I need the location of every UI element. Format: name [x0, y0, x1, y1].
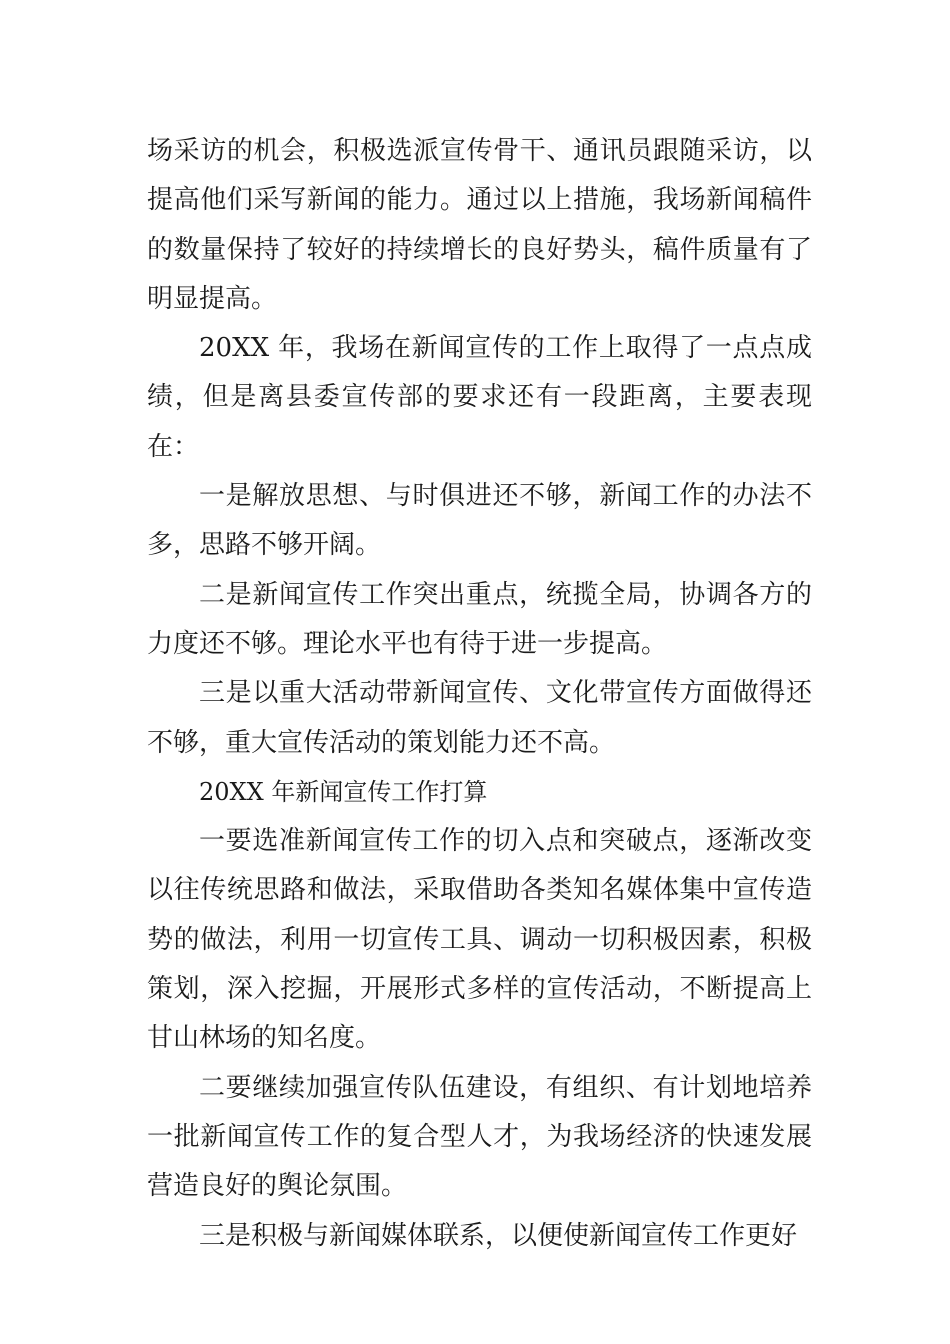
- paragraph-shortcoming-2: 二是新闻宣传工作突出重点，统揽全局，协调各方的力度还不够。理论水平也有待于进一步提高。: [147, 579, 812, 659]
- paragraph-continuation: 场采访的机会，积极选派宣传骨干、通讯员跟随采访，以提高他们采写新闻的能力。通过以上措施，我场新闻稿件的数量保持了较好的持续增长的良好势头，稿件质量有了明显提高。: [147, 136, 812, 314]
- paragraph-shortcoming-1: 一是解放思想、与时俱进还不够，新闻工作的办法不多，思路不够开阔。: [147, 481, 812, 561]
- paragraph-plan-2: 二要继续加强宣传队伍建设，有组织、有计划地培养一批新闻宣传工作的复合型人才，为我场经济的快速发展营造良好的舆论氛围。: [147, 1072, 812, 1202]
- document-body: [147, 127, 812, 1261]
- paragraph-plan-3: 三是积极与新闻媒体联系，以便使新闻宣传工作更好: [199, 1220, 798, 1251]
- paragraph-achievements: 20XX 年，我场在新闻宣传的工作上取得了一点点成绩，但是离县委宣传部的要求还有一段距离，主要表现在：: [147, 333, 812, 462]
- paragraph-shortcoming-3: 三是以重大活动带新闻宣传、文化带宣传方面做得还不够，重大宣传活动的策划能力还不高。: [147, 678, 812, 758]
- paragraph-plan-1: 一要选准新闻宣传工作的切入点和突破点，逐渐改变以往传统思路和做法，采取借助各类知名媒体集中宣传造势的做法，利用一切宣传工具、调动一切积极因素，积极策划，深入挖掘，开展形式多样的宣传活动，不断提高上甘山林场的知名度。: [147, 826, 812, 1054]
- section-heading-plan: 20XX 年新闻宣传工作打算: [199, 777, 488, 806]
